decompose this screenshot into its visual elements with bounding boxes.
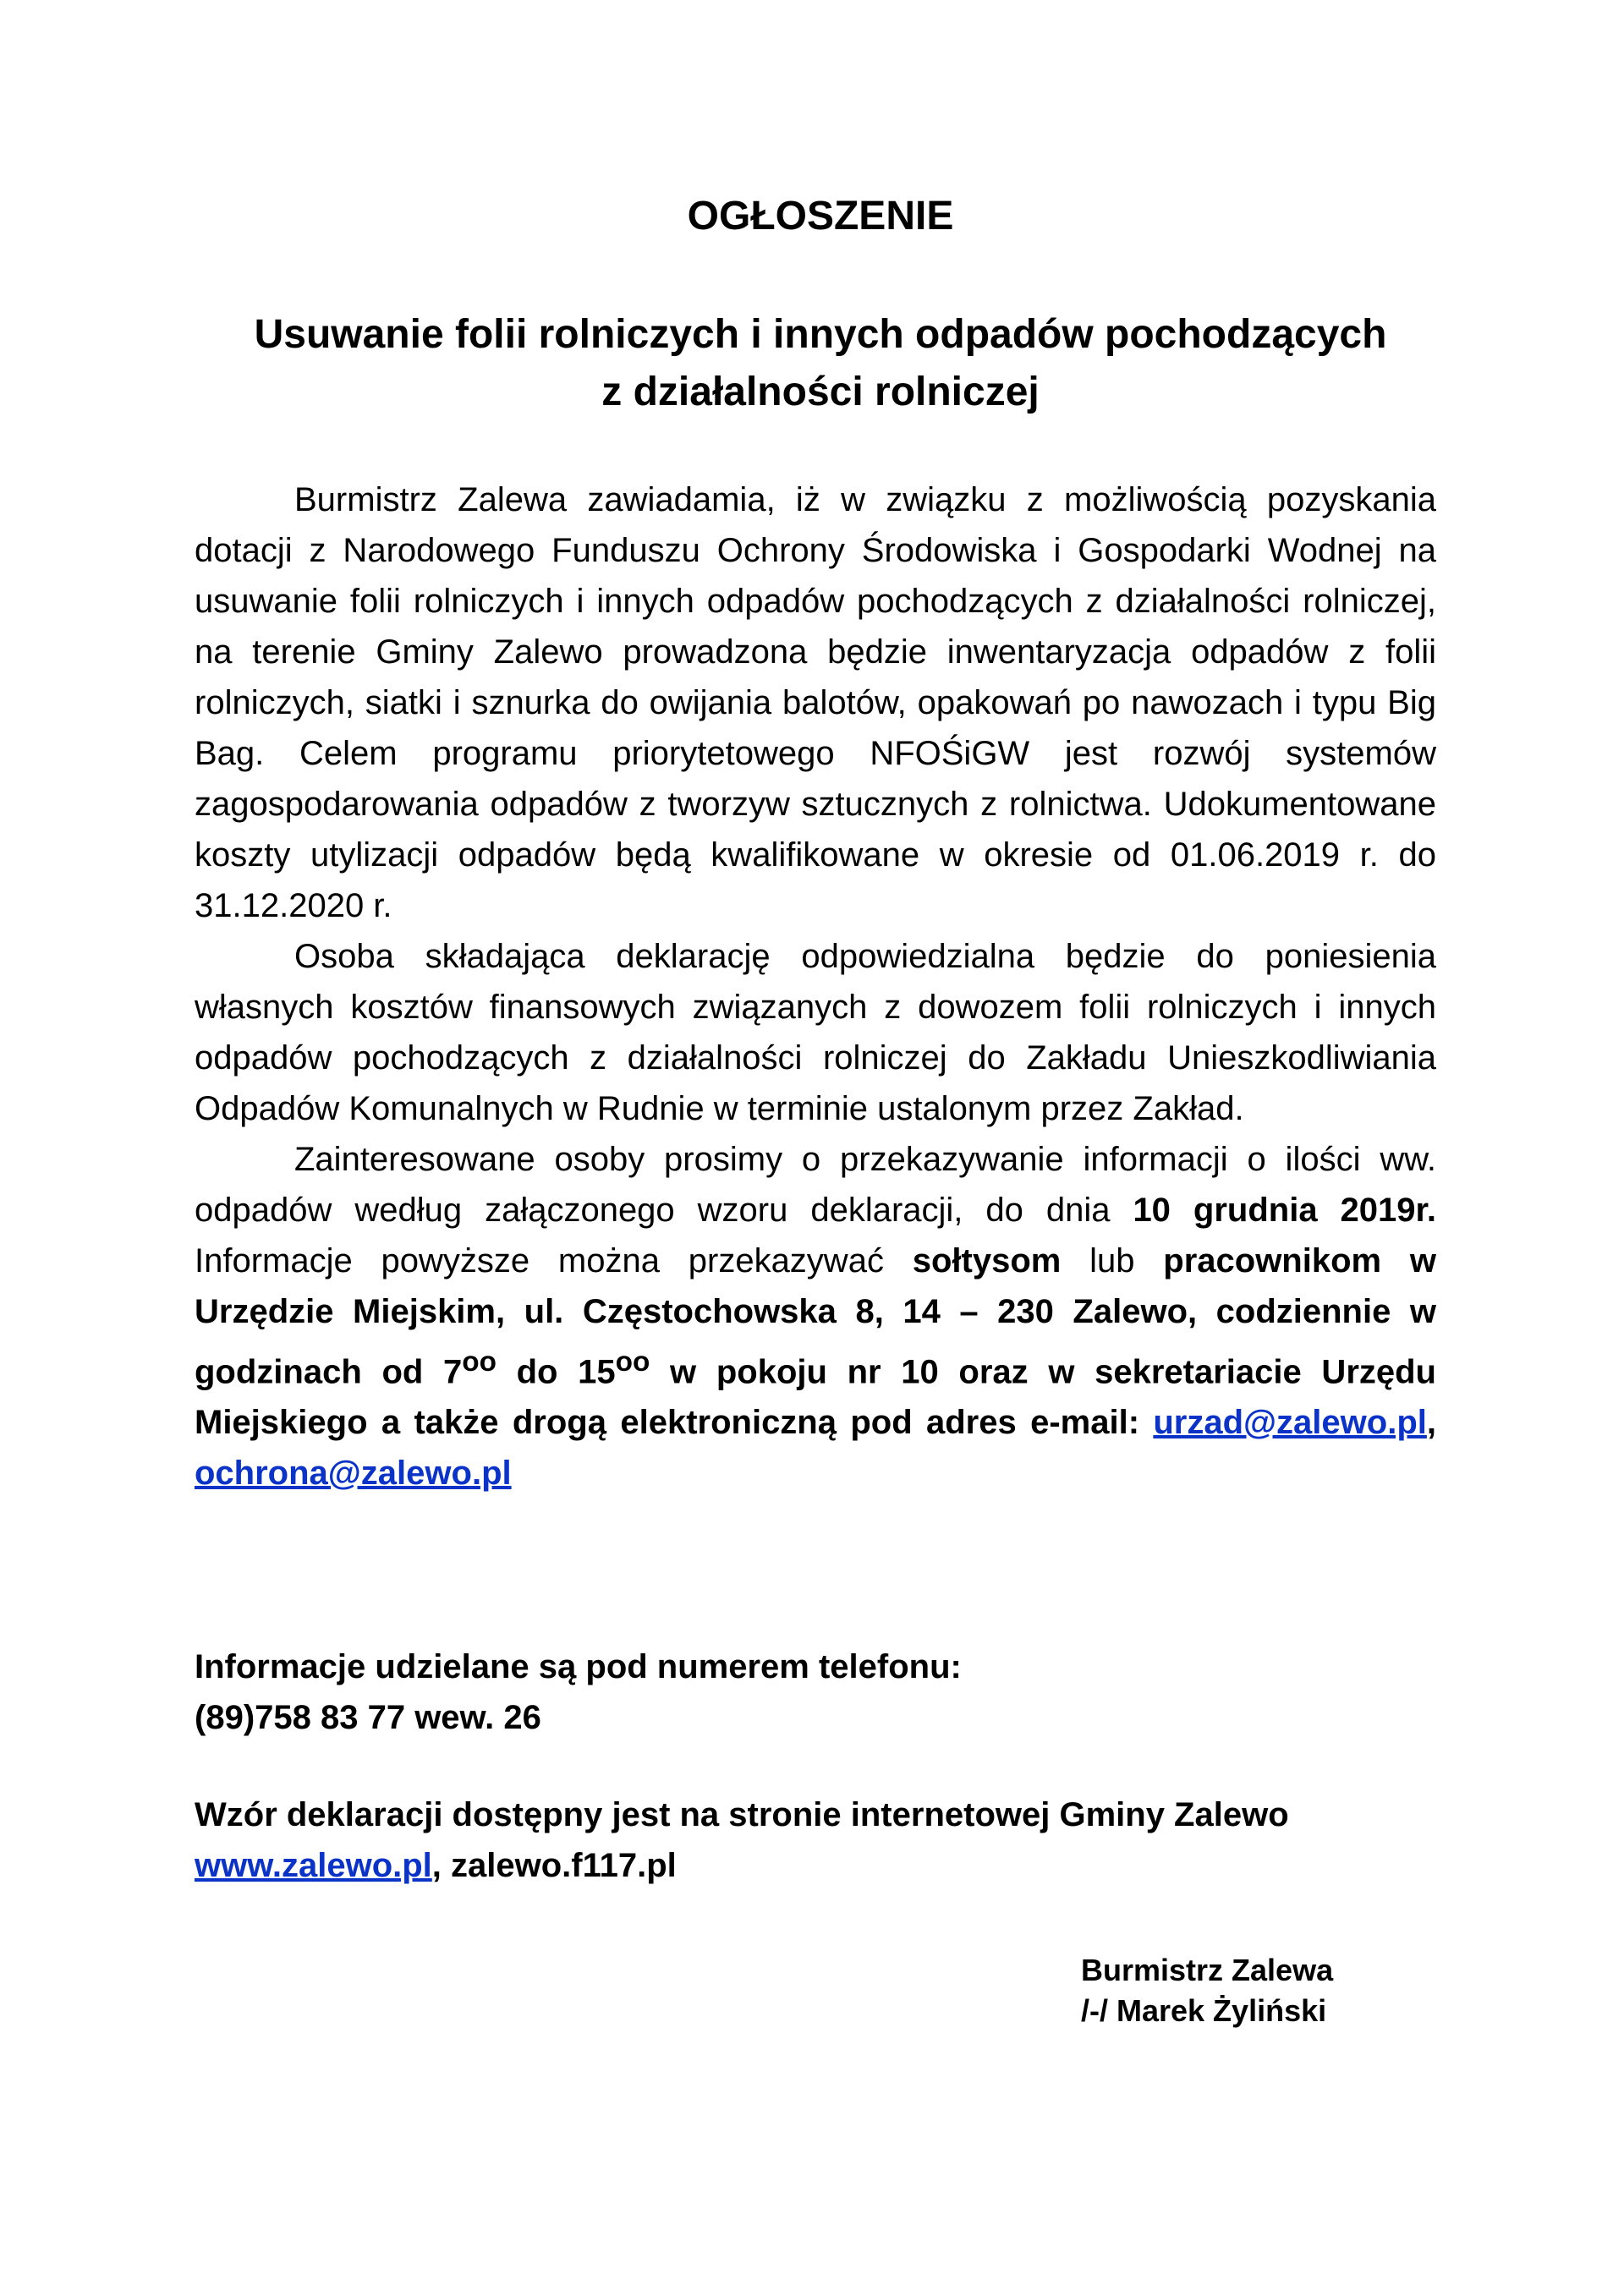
signature-name: /-/ Marek Żyliński [1081, 1993, 1327, 2028]
subtitle-line-2: z działalności rolniczej [601, 370, 1040, 414]
phone-number: (89)758 83 77 wew. 26 [195, 1699, 541, 1736]
phone-label: Informacje udzielane są pod numerem telefonu: [195, 1648, 962, 1685]
hour-superscript-end: oo [615, 1346, 650, 1378]
paragraph-subsidy-info: Burmistrz Zalewa zawiadamia, iż w związku z możliwością pozyskania dotacji z Narodowego Funduszu Ochrony Środowiska i Gospodarki Wodnej na usuwanie folii rolniczych i innych odpadów pochodzących z działalności rolniczej, na terenie Gminy Zalewo prowadzona będzie inwentaryzacja odpadów z folii rolniczych, siatki i sznurka do owijania balotów, opakowań po nawozach i typu Big Bag. Celem programu priorytetowego NFOŚiGW jest rozwój systemów zagospodarowania odpadów z tworzyw sztucznych z rolnictwa. Udokumentowane koszty utylizacji odpadów będą kwalifikowane w okresie od 01.06.2019 r. do 31.12.2020 r. [195, 481, 1436, 924]
website-label: Wzór deklaracji dostępny jest na stronie internetowej Gminy Zalewo [195, 1796, 1289, 1833]
document-subtitle [195, 306, 1446, 421]
paragraph-cost-responsibility: Osoba składająca deklarację odpowiedzialna będzie do poniesienia własnych kosztów finansowych związanych z dowozem folii rolniczych i innych odpadów pochodzących z działalności rolniczej do Zakładu Unieszkodliwiania Odpadów Komunalnych w Rudnie w terminie ustalonym przez Zakład. [195, 938, 1436, 1127]
office-address: pracownikom w Urzędzie Miejskim, ul. Częstochowska 8, 14 – 230 Zalewo, codziennie w godzinach od 7 [195, 1242, 1436, 1391]
document-title: OGŁOSZENIE [687, 194, 954, 238]
contact-text-1: Zainteresowane osoby prosimy o przekazywanie informacji o ilości ww. odpadów według załączonego wzoru deklaracji, do dnia [195, 1141, 1436, 1229]
hour-superscript-start: oo [462, 1346, 497, 1378]
website-link[interactable]: www.zalewo.pl [195, 1847, 432, 1884]
contact-text-2: Informacje powyższe można przekazywać [195, 1242, 913, 1280]
phone-info [195, 1641, 1436, 1743]
contact-soltys: sołtysom [912, 1242, 1062, 1280]
deadline-date: 10 grudnia 2019r. [1133, 1192, 1436, 1229]
office-room-and-email-intro: w pokoju nr 10 oraz w sekretariacie Urzędu Miejskiego a także drogą elektroniczną pod adres e-mail: [195, 1353, 1436, 1442]
signature-title: Burmistrz Zalewa [1081, 1953, 1334, 1987]
website-rest: , zalewo.f117.pl [431, 1847, 677, 1884]
announcement-body [195, 474, 1436, 1499]
email-link-ochrona[interactable]: ochrona@zalewo.pl [195, 1455, 512, 1493]
contact-text-3: lub [1061, 1242, 1164, 1280]
office-hours-end: do 15 [496, 1353, 616, 1391]
website-links [195, 1840, 1436, 1891]
subtitle-line-1: Usuwanie folii rolniczych i innych odpadów pochodzących [254, 312, 1387, 357]
email-separator: , [1426, 1404, 1436, 1442]
paragraph-contact-info [195, 1134, 1436, 1499]
email-link-urzad[interactable]: urzad@zalewo.pl [1153, 1404, 1427, 1442]
signature-block [1081, 1950, 1333, 2031]
website-info [195, 1789, 1436, 1891]
